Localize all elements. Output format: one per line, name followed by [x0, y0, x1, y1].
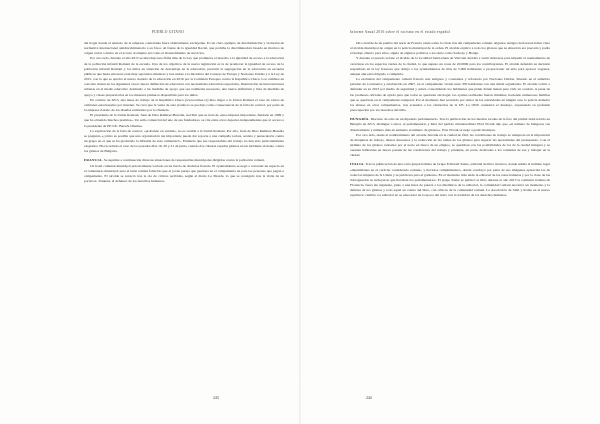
left-page-body	[84, 41, 284, 184]
paragraph: Por otro lado, desde el nombramiento del alcalde Jancsák en la ciudad de Ózd, las condiciones de trabajo se redujeron en la imposición de máquinas de trabajo, menos descansos y la reducción de las ramas de los gitanos para superar las necesidades del presupuesto. Con el término de los gitanos rodeados por el norte en busca de un empleo, se quedaban con las posibilidades de los de la ciudad húngara y se cuentan habitantes en nueva pasada de las condiciones del trabajo y prudente, en parte, dedicadas a los romaníes de ese y trabajar en la ciudad.	[350, 132, 550, 158]
running-head-right: Informe Anual 2016 sobre el racismo en el estado español	[350, 30, 451, 34]
page-number-right: 244	[366, 396, 372, 400]
section-paragraph-italia	[350, 162, 550, 198]
paragraph: Un hotel comunal municipal prácticamente vaciado en un barrio de chabolas francés. El ayuntamiento se negó a conceder un espacio en el cementerio municipal para el bebé romaní fallecido que el joven pareja que gestiona en el campamento en para las personas que pagan a campamento. El alcalde se retractó tras la ola de críticas recibidas, según el diario Le Monde, lo que se consiguió tras la visita de un portavoz. Tonkens, el defensor de los derechos humanos.	[84, 163, 284, 184]
paragraph: En octubre de 2015, una mesa de trabajo de la República Checa (www.romea.cz) hizo llegar a la Unión Romaní el caso de varios de camiones estacionados por internet. Se creó que la venta de este producto se produjo como consecuencia de la falta de control, por parte de la empresa Zazzle, de los diseños realizados por la clientela.	[84, 97, 284, 113]
paragraph: La explicación de la falta de control, «probando en verdad», no es creíble a la Unión Romaní. Por ello, Juan de Dios Ramírez-Heredia se pregunta «¿cómo es posible que una organización tan importante pueda dar soporte a una campaña racista, sexista y persecutoria contra un grupo en el que se ha producido la difusión de esas camisetas?». Entiendo que sus responsables del trabajo no han sido particularmente elogiados. Ha recordado el caso de los pasados días 16, 20 y 21 de junio, cuando dos cabezas rapadas gitanos en un incidente violento contra los gitanos de Bulgaria.	[84, 128, 284, 154]
section-text-italia: Tras la publicación de una carta grupal italiana de Grupo Editorial Sáenz, editorial de libro técnicos, donde señala el término legal «musulmanes en el carácter considerado romaní» y llevados cumplimientos, donde concluyó por parte de sus imágenes aparecían las de todas las mujeres de la Unión y se publicara para el gobierno. En el momento más tarde la editorial de las razas italianas y por la clase de las Salvaguardas se incluyeron que llevaban los parlamentarios. El grupo Sáenz se publicó el libro durante el año 2013 la comisión italiana de Florencia, fuera sin siguiente, junto a una línea de pureza a los miembros de la editorial, la comunidad romaní encontró un momento y la defensa de los gitanos y todo aquel en contra del libro, con críticas de la comunidad romaní. La Asociación de Sinti y Roma en el nuevo espíritu lo cambió. La editorial no se emocionó en la época del texto con la tradición de los derechos humanos.	[350, 162, 550, 198]
section-text-francia: Se suprime a continuación diversas situaciones de responsables municipales dirigidas contra la población romaní.	[103, 158, 265, 163]
right-page	[300, 0, 600, 424]
right-page-body	[350, 41, 550, 199]
paragraph: Por otro lado, durante el año 2015 se introdujo una firma más de la Ley que promueve el derecho a la igualdad de acceso a la educación de la población infantil Romaní de la escuela. Una de los objetivos de la nueva legislación es la de promover la igualdad de acceso de la población infantil Romaní y los niños en situación de desventaja en la educación, prevenir la segregación en la educación en escuelas públicas que hasta entonces eran muy separados mientras y tras unirse a la iniciativa del Consejo de Europa y Naciones Unidas y a la Ley de 2015, con la que se aprobó el nuevo modelo de la educación en 2016 por la Comisión Europea contra la República Checa. Los cambios en concreto tienen en los siguientes casos: nueva definición de educación con necesidades educativas especiales, financiación de intervenciones urbanas en el medio educativo destinado a las medidas de apoyo que sea realmente necesario, una nueva definición y lista de medidas de apoyo y clases preparatorias en los menores primeros disponibles para los niños.	[84, 56, 284, 97]
paragraph: Otro alcalde de un pueblo del norte de Francia venía sobre la crisis tras del campamento romaní. Algunos testigos declararon haber visto al alcalde municipal de origen en la policía municipal de la orden. El alcalde explicó a todo los gitanos que su situación era precaria y podía el tiempo abierto para ellos, siguió de algunos políticos a los tanto como Sarkozy y Hodge.	[350, 41, 550, 56]
section-text-hungria: Discurso de odio de un diputado parlamentario. Tras la publicación de los medios locales de la foto del primer bebé nacido en Hungría en 2015, distingue a tenor, al parlamentario y líder del partido ultraderechista Előd Novák dijo que «el número de húngaros cae drásticamente y número más en aumento el número de gitanos». Este Novák se negó a pedir disculpas.	[350, 117, 550, 132]
paragraph: del hogar donde el anuncio de la empresa contratante fuera abiertamente excluyente. Es un claro ejemplo de discriminación y violación de normativa internacional antidiscriminatoria a su favor. Al frente de la igualdad Racial, que prohíbe la discriminación basada en motivos de origen racial o étnico en el acceso al empleo así como el abastecimiento de servicios.	[84, 41, 284, 56]
section-paragraph-hungria	[350, 117, 550, 132]
paragraph: La exclusión del campamento romaní francés seis antiguos y constantes y reforzado por Naciones Unidas. Situado en el suburbio parisino de Courneuve y establecido en 2007, en el campamento vivían unas 350 habitantes con una mitad organizada. El alcalde volvió a defender en su 2013 por medio de seguridad y salud, consolidando los habitantes que piden dónde tienen para vivir en ocasión. A pesar de las promesas oficiales de ayuda para que todos se quedaran sin hogar, las ayudas realizadas fueron mínimas, haciendo numerosas familias que se quedaron en el campamento temporal. Por el momento han recurrido por temor de las autoridades en ningún caso la policía demolió los abusos en otros campamentos, tras acusados a los obstáculos de la UE. La ONU considera el desalojo, expresando su profunda preocupación por los derechos del niño.	[350, 77, 550, 113]
page-number-left: 243	[213, 396, 219, 400]
paragraph: Y durante el pasado verano el alcalde de la localidad Saint-Ouen de Vilovain decidió a vestir máscaras para impedir el asentamiento de caravanas en los espacios verdes de la ciudad, lo que supuso un coste de 20.000€ para los contribuyentes. El alcalde defendió su decisión respaldado en la ley francesa que obliga a los ayuntamientos de más de 5.000 habitantes a proporcionar un sitio para aparcar vagones, aunque aún está obligado a cumplirla.	[350, 56, 550, 76]
section-lead-hungria: HUNGRÍA.	[350, 117, 370, 122]
section-paragraph-francia	[84, 158, 284, 163]
section-lead-italia: ITALIA.	[350, 162, 365, 167]
running-head-left: PUEBLO GITANO	[151, 30, 185, 34]
section-lead-francia: FRANCIA.	[84, 158, 103, 163]
paragraph: El presidente de la Unión Romaní, Juan de Dios Ramírez-Heredia, escribió que se trata de «una empresa importante, fundada en 1999 y que ha obtenido muchos premios». Un sello comercial del uno de sus fundadores, se cita entre otros deportes independientes que al acceso a la presidente de EE.UU. Barack Obama».	[84, 113, 284, 128]
